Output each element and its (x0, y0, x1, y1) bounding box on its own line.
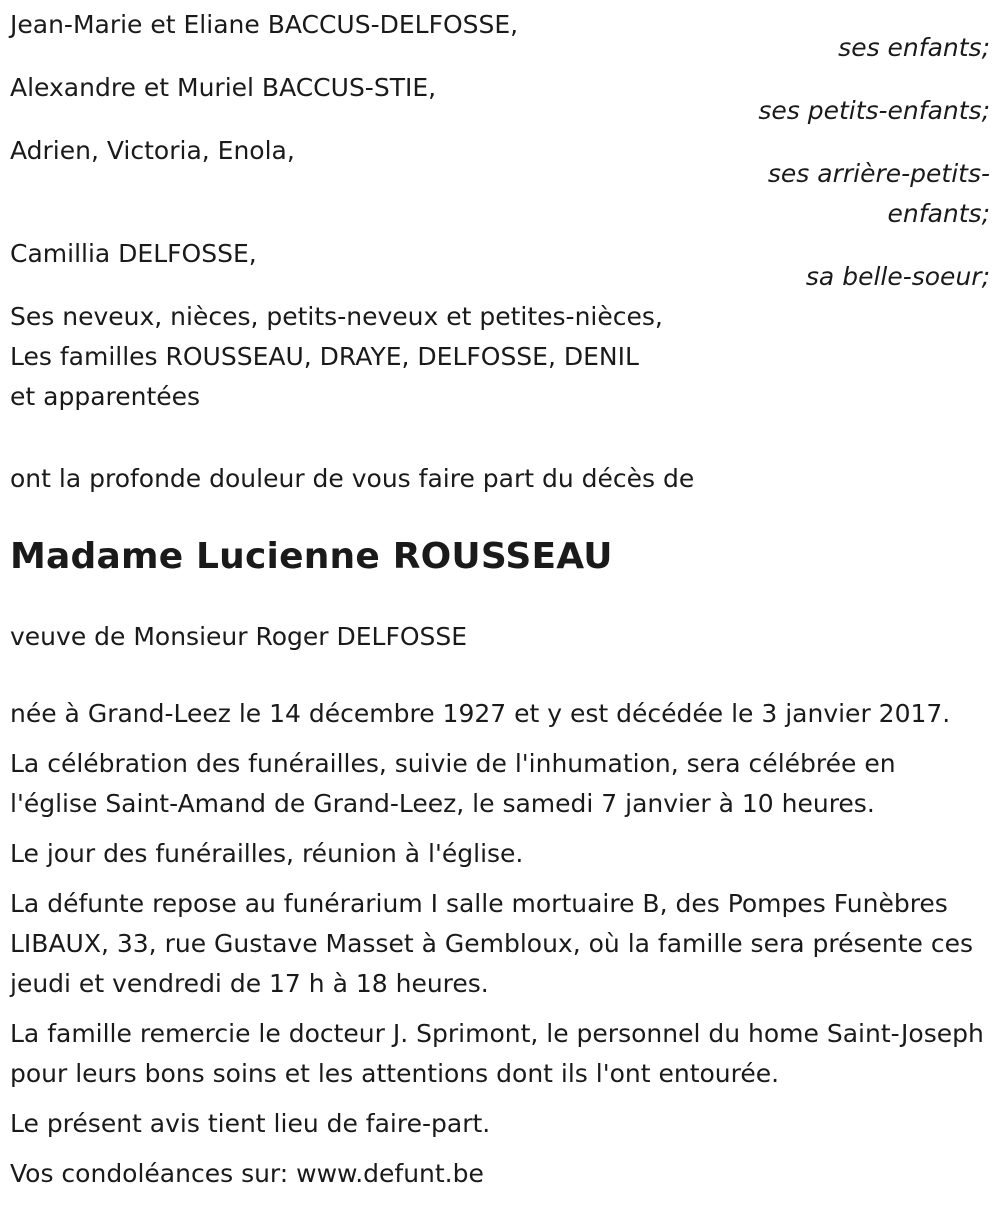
family-relation: sa belle-soeur; (805, 262, 990, 291)
family-entry (10, 68, 990, 131)
meeting-paragraph: Le jour des funérailles, réunion à l'église. (10, 839, 524, 868)
relatives-line: Ses neveux, nièces, petits-neveux et petites-nièces, (10, 302, 663, 331)
family-relation: ses enfants; (838, 33, 990, 62)
family-entry (10, 131, 990, 234)
family-names: Alexandre et Muriel BACCUS-STIE, (10, 73, 437, 102)
funeral-paragraph: La célébration des funérailles, suivie de l'inhumation, sera célébrée en l'église Saint-Amand de Grand-Leez, le samedi 7 janvier à 10 heures. (10, 749, 896, 818)
family-entry (10, 5, 990, 68)
obituary-notice (10, 5, 990, 1194)
widow-of: veuve de Monsieur Roger DELFOSSE (10, 622, 468, 651)
family-relation: ses petits-enfants; (758, 96, 990, 125)
rest-paragraph: La défunte repose au funérarium I salle mortuaire B, des Pompes Funèbres LIBAUX, 33, rue Gustave Masset à Gembloux, où la famille sera présente ces jeudi et vendredi de 17 h à 18 heures. (10, 889, 974, 998)
family-entry (10, 234, 990, 297)
relatives-line: et apparentées (10, 382, 201, 411)
birth-death-dates: née à Grand-Leez le 14 décembre 1927 et y est décédée le 3 janvier 2017. (10, 699, 951, 728)
deceased-name: Madame Lucienne ROUSSEAU (10, 536, 613, 577)
family-names: Camillia DELFOSSE, (10, 239, 257, 268)
relatives-line: Les familles ROUSSEAU, DRAYE, DELFOSSE, DENIL (10, 342, 639, 371)
family-names: Adrien, Victoria, Enola, (10, 136, 295, 165)
family-names: Jean-Marie et Eliane BACCUS-DELFOSSE, (10, 10, 519, 39)
condolences-paragraph: Vos condoléances sur: www.defunt.be (10, 1159, 484, 1188)
relatives-block (10, 297, 990, 417)
announcement-intro: ont la profonde douleur de vous faire part du décès de (10, 464, 695, 493)
notice-paragraph: Le présent avis tient lieu de faire-part. (10, 1109, 491, 1138)
family-relation: ses arrière-petits-enfants; (767, 159, 990, 228)
thanks-paragraph: La famille remercie le docteur J. Sprimont, le personnel du home Saint-Joseph pour leurs bons soins et les attentions dont ils l'ont entourée. (10, 1019, 984, 1088)
